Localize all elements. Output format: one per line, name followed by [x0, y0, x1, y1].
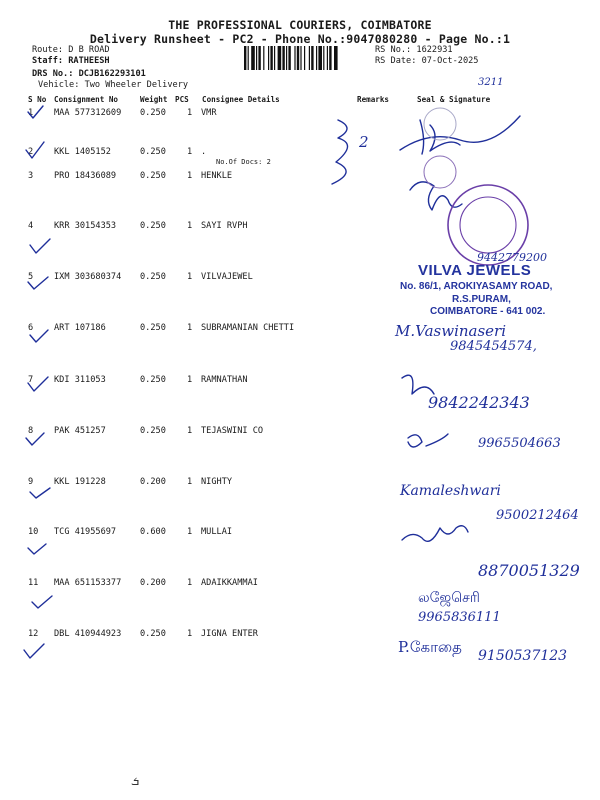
stamp-address-1: No. 86/1, AROKIYASAMY ROAD, [400, 281, 553, 292]
signature-row3 [410, 182, 462, 210]
row-consignee: ADAIKKAMMAI [201, 578, 258, 588]
check-marks [24, 106, 52, 658]
row-weight: 0.250 [140, 375, 166, 385]
row-pcs: 1 [187, 147, 193, 157]
remark-mark: 2 [359, 133, 369, 151]
faint-seal [424, 108, 456, 140]
staff-label: Staff: RATHEESH [32, 56, 110, 66]
phone-row12: 9150537123 [478, 648, 568, 664]
name-row9: Kamaleshwari [400, 483, 501, 499]
row-consignee: JIGNA ENTER [201, 629, 258, 639]
row-sno: 5 [28, 272, 34, 282]
row-pcs: 1 [187, 477, 193, 487]
rs-number: RS No.: 1622931 [375, 45, 453, 55]
row-consignment: PAK 451257 [54, 426, 106, 436]
row-consignment: KKL 191228 [54, 477, 106, 487]
row-sno: 4 [28, 221, 34, 231]
col-consignment: Consignment No [54, 95, 119, 104]
row-consignment: MAA 651153377 [54, 578, 122, 588]
row-pcs: 1 [187, 578, 193, 588]
row-sno: 9 [28, 477, 34, 487]
signature-row10 [402, 526, 468, 542]
row-weight: 0.200 [140, 578, 166, 588]
stamp-address-2: R.S.PURAM, [452, 294, 511, 305]
row-consignee: VMR [201, 108, 217, 118]
row-consignee: SUBRAMANIAN CHETTI [201, 323, 295, 333]
row-weight: 0.250 [140, 221, 166, 231]
row-weight: 0.250 [140, 171, 166, 181]
row-consignee: SAYI RVPH [201, 221, 248, 231]
row-consignment: MAA 577312609 [54, 108, 122, 118]
phone-row11: 8870051329 [478, 561, 580, 580]
row-consignee: TEJASWINI CO [201, 426, 264, 436]
row-note: No.Of Docs: 2 [216, 158, 271, 166]
row-sno: 3 [28, 171, 34, 181]
row-consignee: VILVAJEWEL [201, 272, 253, 282]
row-consignment: TCG 41955697 [54, 527, 117, 537]
col-consignee: Consignee Details [202, 95, 280, 104]
round-stamp [424, 156, 528, 265]
name-row6: M.Vaswinaseri [395, 322, 507, 340]
phone-row6: 9845454574, [450, 339, 537, 354]
row-consignee: NIGHTY [201, 477, 233, 487]
row-weight: 0.250 [140, 147, 166, 157]
stamp-vilva-jewels: VILVA JEWELS [418, 262, 532, 279]
row-weight: 0.250 [140, 426, 166, 436]
stamp-address-3: COIMBATORE - 641 002. [430, 306, 546, 317]
row-sno: 12 [28, 629, 39, 639]
route-label: Route: D B ROAD [32, 45, 110, 55]
row-sno: 10 [28, 527, 39, 537]
row-weight: 0.250 [140, 323, 166, 333]
row-consignee: RAMNATHAN [201, 375, 248, 385]
remarks-bracket [332, 120, 348, 184]
row-consignment: IXM 303680374 [54, 272, 122, 282]
row-pcs: 1 [187, 375, 193, 385]
row-sno: 1 [28, 108, 34, 118]
row-sno: 11 [28, 578, 39, 588]
row-pcs: 1 [187, 272, 193, 282]
row-weight: 0.250 [140, 108, 166, 118]
row-consignment: DBL 410944923 [54, 629, 122, 639]
col-remarks: Remarks [357, 95, 390, 104]
vehicle-label: Vehicle: Two Wheeler Delivery [38, 80, 189, 90]
row-consignee: HENKLE [201, 171, 233, 181]
row-pcs: 1 [187, 108, 193, 118]
col-sno: S No [28, 95, 47, 104]
document-subtitle: Delivery Runsheet - PC2 - Phone No.:9047080280 - Page No.:1 [89, 32, 511, 46]
row-consignment: KRR 30154353 [54, 221, 117, 231]
phone-row7: 9842242343 [428, 393, 530, 412]
row-pcs: 1 [187, 323, 193, 333]
footer-mark: ܭ [131, 774, 140, 788]
tamil-row12: P.கோதை [398, 638, 462, 656]
row-consignee: MULLAI [201, 527, 233, 537]
top-scribble: 3211 [478, 77, 504, 88]
signature-row7 [402, 375, 434, 394]
phone-row10: 9500212464 [496, 508, 579, 523]
col-seal-signature: Seal & Signature [417, 95, 491, 104]
phone-row4: 9442779200 [477, 251, 547, 264]
row-weight: 0.600 [140, 527, 166, 537]
phone-row11b: 9965836111 [418, 610, 501, 625]
row-weight: 0.250 [140, 272, 166, 282]
col-pcs: PCS [175, 95, 189, 104]
row-consignee: . [201, 147, 207, 157]
row-pcs: 1 [187, 171, 193, 181]
row-pcs: 1 [187, 221, 193, 231]
row-consignment: PRO 18436089 [54, 171, 117, 181]
document-title: THE PROFESSIONAL COURIERS, COIMBATORE [168, 18, 432, 32]
row-sno: 6 [28, 323, 34, 333]
signature-row8 [408, 434, 448, 447]
rs-date: RS Date: 07-Oct-2025 [375, 56, 479, 66]
phone-row8: 9965504663 [478, 436, 561, 451]
signature-row1 [400, 116, 520, 154]
row-consignment: ART 107186 [54, 323, 106, 333]
drs-label: DRS No.: DCJB162293101 [32, 69, 146, 79]
row-consignment: KDI 311053 [54, 375, 106, 385]
col-weight: Weight [140, 95, 168, 104]
tamil-row11: லஜேசெரி [418, 590, 480, 606]
row-weight: 0.200 [140, 477, 166, 487]
row-sno: 8 [28, 426, 34, 436]
row-consignment: KKL 1405152 [54, 147, 111, 157]
row-weight: 0.250 [140, 629, 166, 639]
row-sno: 7 [28, 375, 34, 385]
row-sno: 2 [28, 147, 34, 157]
row-pcs: 1 [187, 527, 193, 537]
row-pcs: 1 [187, 426, 193, 436]
row-pcs: 1 [187, 629, 193, 639]
